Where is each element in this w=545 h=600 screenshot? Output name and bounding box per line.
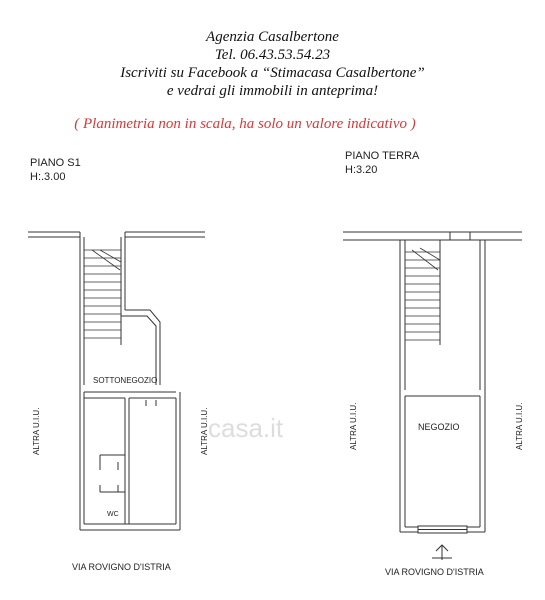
right-plan-side-left: ALTRA U.I.U.: [349, 402, 358, 450]
right-height-label: H:3.20: [345, 164, 378, 176]
plan-right-walls: [343, 232, 522, 533]
left-floor-label: PIANO S1: [30, 157, 81, 169]
agency-name: Agenzia Casalbertone: [206, 29, 339, 45]
right-floor-label: PIANO TERRA: [345, 150, 420, 162]
left-plan-side-right: ALTRA U.I.U.: [200, 407, 209, 455]
right-room-label: NEGOZIO: [418, 422, 460, 432]
scale-note: ( Planimetria non in scala, ha solo un valore indicativo ): [74, 116, 416, 132]
right-street-label: VIA ROVIGNO D'ISTRIA: [385, 567, 484, 577]
left-height-label: H:.3.00: [30, 171, 66, 183]
agency-phone: Tel. 06.43.53.54.23: [214, 47, 331, 63]
wc-label: WC: [107, 511, 119, 518]
facebook-invite: Iscriviti su Facebook a “Stimacasa Casalbertone”: [120, 65, 425, 81]
left-room-label: SOTTONEGOZIO: [93, 376, 158, 385]
entrance-arrow-icon: [432, 545, 452, 560]
right-plan-side-right: ALTRA U.I.U.: [515, 402, 524, 450]
left-street-label: VIA ROVIGNO D'ISTRIA: [72, 562, 171, 572]
watermark-logo: casa.it: [208, 413, 284, 443]
plan-right-stairs: [405, 248, 440, 340]
plan-left-stairs: [84, 250, 121, 338]
preview-text: e vedrai gli immobili in anteprima!: [166, 83, 379, 99]
left-plan-side-left: ALTRA U.I.U.: [32, 407, 41, 455]
